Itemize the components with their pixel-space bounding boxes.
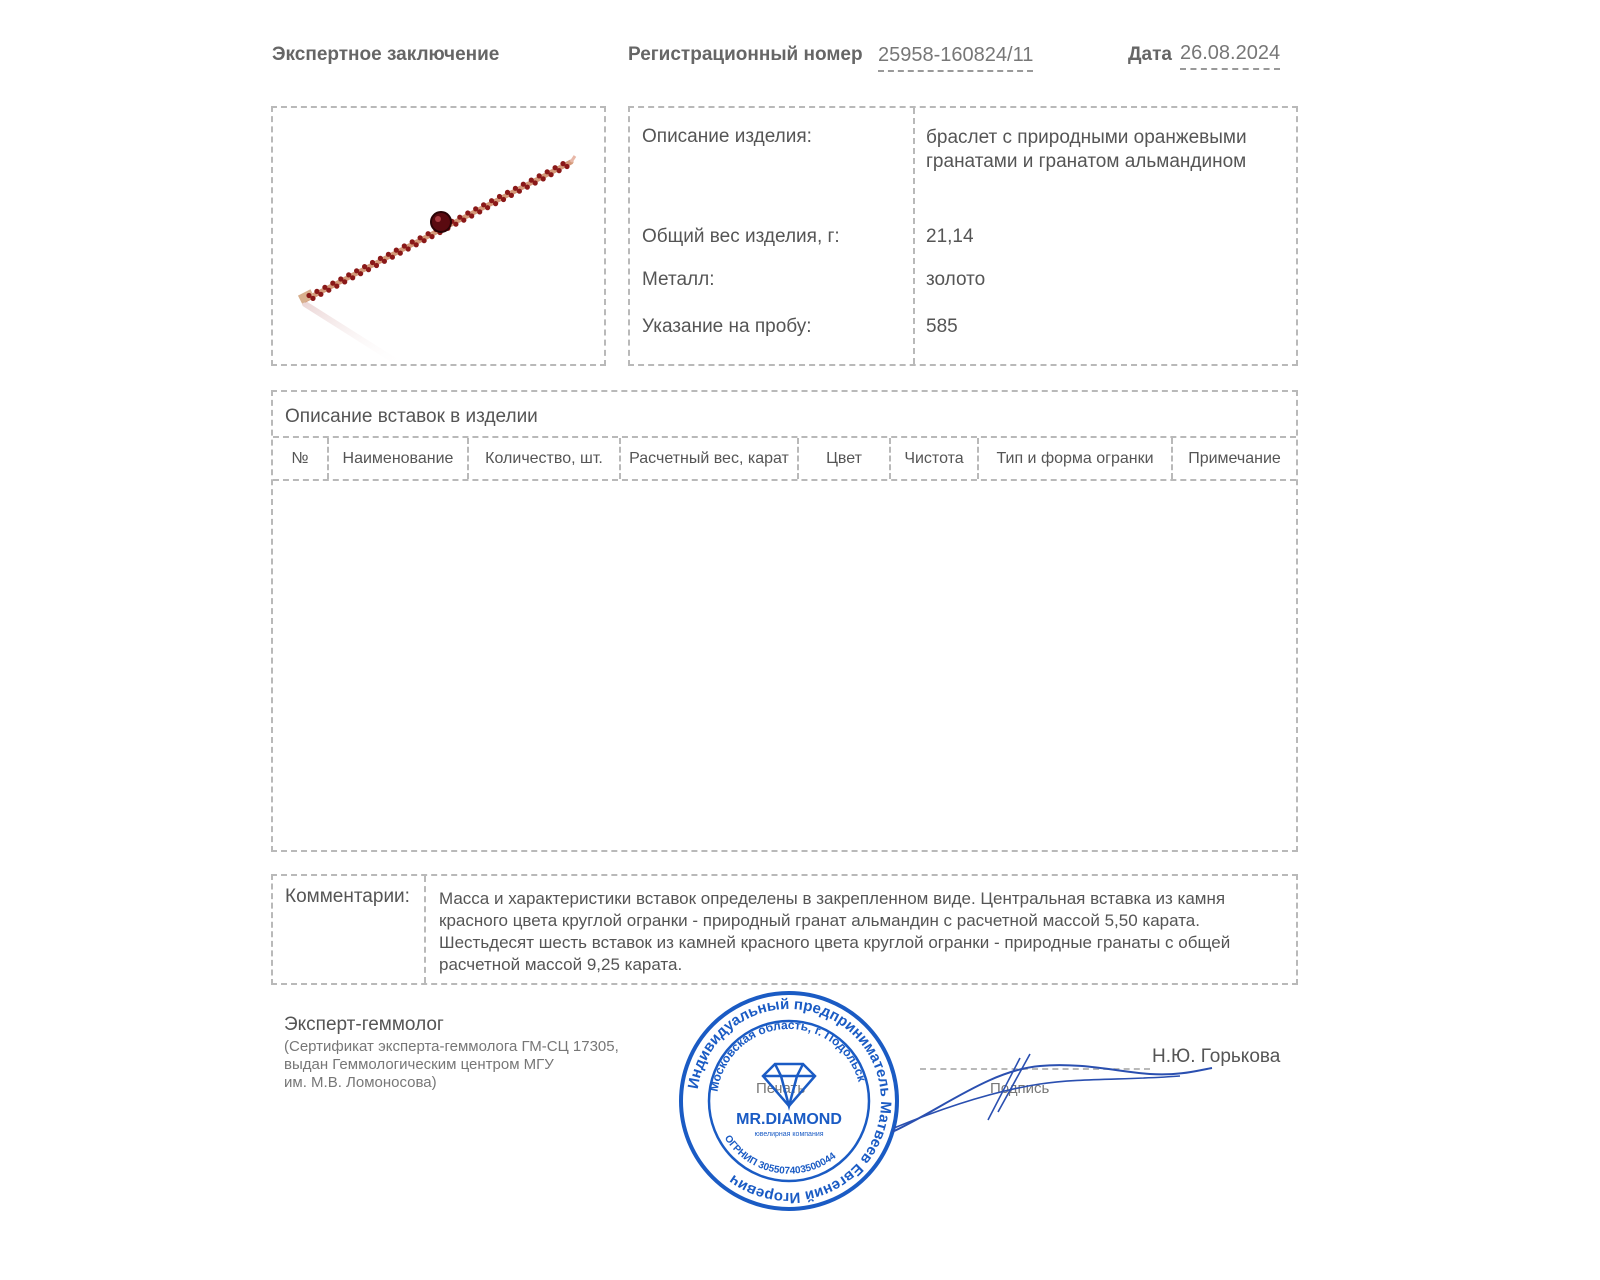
expert-title: Эксперт-геммолог (284, 1014, 444, 1035)
column-header-clarity: Чистота (891, 438, 979, 479)
garnet-stone (390, 255, 395, 260)
garnet-stone (406, 246, 411, 251)
item-description-table (628, 106, 1298, 366)
document-title: Экспертное заключение (272, 44, 500, 65)
column-header-number: № (273, 438, 329, 479)
garnet-stone (564, 164, 569, 169)
garnet-stone (533, 180, 538, 185)
garnet-stone (326, 288, 331, 293)
expert-certificate (284, 1038, 619, 1092)
stamp-ogrnip-text: ОГРНИП 305507403500044 (721, 1133, 839, 1177)
garnet-stone (422, 238, 427, 243)
total-weight-label: Общий вес изделия, г: (642, 226, 840, 247)
date-label: Дата (1128, 44, 1172, 65)
column-header-weight: Расчетный вес, карат (621, 438, 799, 479)
registration-number: 25958-160824/11 (878, 44, 1033, 72)
column-header-name: Наименование (329, 438, 469, 479)
garnet-stone (374, 263, 379, 268)
item-description-value: браслет с природными оранжевыми гранатами и гранатом альмандином (926, 127, 1247, 172)
comment-line: Шестьдесят шесть вставок из камней красного цвета круглой огранки - природные гранаты с общей (439, 933, 1231, 952)
signature-scribble (880, 1050, 1220, 1140)
garnet-stone (557, 168, 562, 173)
garnet-stone (358, 271, 363, 276)
garnet-stone (334, 284, 339, 289)
bracelet-image (273, 108, 604, 364)
stone-highlight (435, 216, 441, 222)
garnet-stone (366, 267, 371, 272)
signature-stroke (894, 1076, 1180, 1128)
garnet-stone (485, 205, 490, 210)
item-description-label: Описание изделия: (642, 126, 812, 147)
certificate-line: им. М.В. Ломоносова) (284, 1074, 437, 1091)
column-header-color: Цвет (799, 438, 891, 479)
company-stamp (678, 990, 900, 1212)
stamp-label: Печать (756, 1080, 806, 1097)
bracelet-clasp-end (571, 156, 575, 162)
expert-name: Н.Ю. Горькова (1152, 1046, 1281, 1067)
registration-label: Регистрационный номер (628, 44, 863, 65)
stamp-brand-sub: ювелирная компания (754, 1131, 824, 1138)
garnet-stone (310, 296, 315, 301)
garnet-stone (382, 259, 387, 264)
total-weight-value: 21,14 (926, 226, 974, 247)
garnet-stone (398, 251, 403, 256)
garnet-stone (525, 185, 530, 190)
inserts-title: Описание вставок в изделии (285, 406, 538, 427)
signature-label: Подпись (990, 1080, 1050, 1097)
inserts-header-row (273, 436, 1296, 481)
garnet-stone (549, 172, 554, 177)
garnet-stone (414, 242, 419, 247)
certificate-line: выдан Геммологическим центром МГУ (284, 1056, 554, 1073)
garnet-stone (350, 275, 355, 280)
garnet-stone (493, 201, 498, 206)
comments-box (271, 874, 1298, 985)
garnet-stone (469, 213, 474, 218)
certificate-line: (Сертификат эксперта-геммолога ГМ-СЦ 17305, (284, 1038, 619, 1055)
stamp-brand: MR.DIAMOND (736, 1111, 842, 1128)
signature-stroke (892, 1065, 1212, 1132)
comments-divider (424, 876, 426, 983)
date-value: 26.08.2024 (1180, 42, 1280, 70)
garnet-stone (541, 176, 546, 181)
center-almandine-stone (431, 212, 451, 232)
stamp-inner-text: Московская область, г. Подольск (706, 1017, 870, 1093)
comment-line: расчетной массой 9,25 карата. (439, 955, 683, 974)
comment-line: красного цвета круглой огранки - природный гранат альмандин с расчетной массой 5,50 карата. (439, 911, 1200, 930)
stamp-outer-text: Индивидуальный предприниматель Матвеев Евгений Игоревич (684, 995, 895, 1207)
hallmark-label: Указание на пробу: (642, 316, 812, 337)
inserts-table (271, 390, 1298, 852)
garnet-stone (501, 197, 506, 202)
garnet-stone (509, 193, 514, 198)
comment-line: Масса и характеристики вставок определены в закрепленном виде. Центральная вставка из камня (439, 889, 1226, 908)
garnet-stone (517, 189, 522, 194)
item-photo-frame (271, 106, 606, 366)
column-header-quantity: Количество, шт. (469, 438, 621, 479)
column-divider (913, 108, 915, 364)
metal-value: золото (926, 269, 986, 290)
garnet-stone (342, 279, 347, 284)
reflection-shape (305, 304, 403, 364)
garnet-stone (453, 222, 458, 227)
garnet-stone (477, 209, 482, 214)
metal-label: Металл: (642, 269, 715, 290)
garnet-stone (429, 234, 434, 239)
column-header-cut: Тип и форма огранки (979, 438, 1173, 479)
comments-text (439, 888, 1289, 976)
hallmark-value: 585 (926, 316, 958, 337)
diamond-logo-icon (763, 1064, 815, 1106)
column-header-note: Примечание (1188, 449, 1281, 467)
garnet-stone (318, 292, 323, 297)
comments-label: Комментарии: (285, 886, 410, 907)
garnet-stone (461, 218, 466, 223)
